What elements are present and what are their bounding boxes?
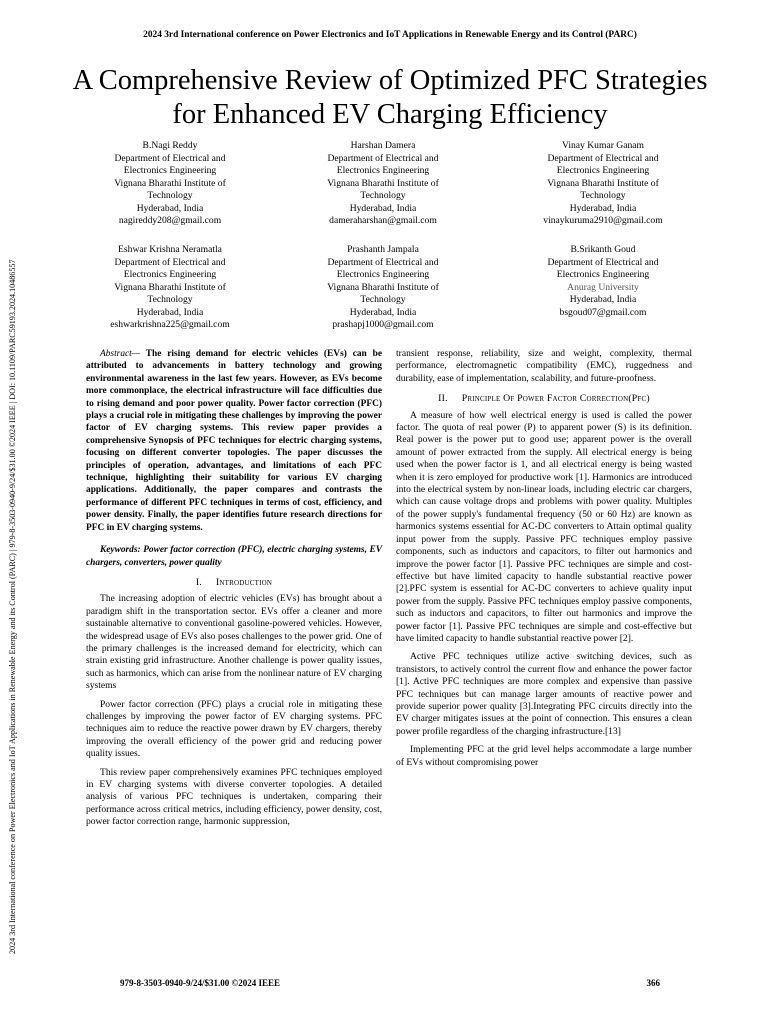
section-title: Principle Of Power Factor Correction(Pfc) (461, 393, 650, 405)
author-institution: Technology (360, 294, 406, 305)
author-name: B.Nagi Reddy (142, 140, 198, 151)
author-institution: Anurag University (567, 281, 639, 293)
author-email[interactable]: eshwarkrishna225@gmail.com (110, 319, 230, 330)
author-city: Hyderabad, India (569, 294, 637, 305)
author-institution: Vignana Bharathi Institute of (114, 177, 226, 189)
author-name: Eshwar Krishna Neramatla (118, 244, 222, 255)
author-block (496, 140, 710, 228)
section-number: I. (195, 576, 202, 588)
section-title: Introduction (215, 576, 273, 588)
author-email[interactable]: dameraharshan@gmail.com (329, 215, 437, 226)
paragraph: Power factor correction (PFC) plays a crucial role in mitigating these challenges by improving the power factor of EV charging systems. PFC techniques aim to reduce the reactive power drawn by EV chargers, thereby improving the overall efficiency of the power grid and reducing power quality issues. (86, 698, 382, 760)
author-institution: Vignana Bharathi Institute of (114, 281, 226, 293)
section-heading-pfc-principle (396, 393, 692, 405)
paragraph: Implementing PFC at the grid level helps accommodate a large number of EVs without compromising power (396, 744, 692, 768)
author-dept: Department of Electrical and (327, 152, 439, 164)
author-name: Prashanth Jampala (347, 244, 419, 255)
author-row-2 (70, 244, 710, 332)
paragraph: This review paper comprehensively examines PFC techniques employed in EV charging systems with diverse converter topologies. A detailed analysis of various PFC techniques is undertaken, comparing their performance across critical metrics, including efficiency, power density, cost, power factor correction range, harmonic suppression, (86, 766, 382, 828)
author-dept: Electronics Engineering (336, 165, 430, 176)
author-city: Hyderabad, India (569, 202, 637, 214)
author-dept: Electronics Engineering (336, 269, 430, 280)
author-dept: Electronics Engineering (556, 269, 650, 280)
author-block (496, 244, 710, 332)
section-heading-introduction (86, 577, 382, 589)
paragraph: A measure of how well electrical energy is used is called the power factor. The quota of real power (P) to apparent power (S) is its definition. Real power is the power put to good use; apparent power is the overall amount of power extracted from the supply. All electrical energy is being used when the power factor is 1, and all electrical energy is being wasted when it is zero employed for productive work [1]. Harmonics are introduced into the electrical system by non-linear loads, including electric car chargers, which can cause voltage drops and problems with power quality. Multiples of the power supply's fundamental frequency (50 or 60 Hz) are known as harmonics systems essential for AC-DC converters to Attain optimal quality input power from the supply. Passive PFC techniques employ passive components, such as inductors and capacitors, to filter out harmonics and improve the power factor [1]. Passive PFC techniques are simple and cost-effective but have limited capacity to handle substantial reactive power [2].PFC system is essential for AC-DC converters to achieve quality input power from the supply. Passive PFC techniques employ passive components, such as inductors and capacitors, to filter out harmonics and improve the power factor [1]. Passive PFC techniques are simple and cost-effective but have limited capacity to handle substantial reactive power [2]. (396, 409, 692, 644)
author-city: Hyderabad, India (349, 202, 417, 214)
author-city: Hyderabad, India (349, 306, 417, 318)
author-institution: Vignana Bharathi Institute of (547, 177, 659, 189)
author-name: B.Srikanth Goud (570, 244, 636, 255)
doi-side-strip (6, 64, 20, 954)
keywords: Keywords: Power factor correction (PFC), electric charging systems, EV chargers, converters, power quality (86, 545, 382, 568)
paragraph: Active PFC techniques utilize active switching devices, such as transistors, to actively control the current flow and enhance the power factor [1]. Active PFC techniques are more complex and expensive than passive PFC techniques but can manage larger amounts of reactive power and provide superior power quality [3].Integrating PFC circuits directly into the EV charger mitigates issues at the point of connection. This ensures a clean power profile regardless of the charging infrastructure.[13] (396, 651, 692, 737)
author-email[interactable]: vinaykuruma2910@gmail.com (543, 215, 663, 226)
author-institution: Technology (147, 294, 193, 305)
author-name: Vinay Kumar Ganam (561, 140, 644, 151)
author-row-1 (70, 140, 710, 228)
author-dept: Department of Electrical and (327, 256, 439, 268)
footer-isbn: 979-8-3503-0940-9/24/$31.00 ©2024 IEEE (120, 978, 280, 988)
author-block (276, 244, 490, 332)
conference-header: 2024 3rd International conference on Power Electronics and IoT Applications in Renewable Energy and its Control (PARC) (143, 30, 637, 40)
page-footer (120, 978, 660, 988)
abstract (86, 348, 382, 534)
abstract-text: The rising demand for electric vehicles (EVs) can be attributed to advancements in battery technology and growing environmental awareness in the last few years. However, as EVs become more commonplace, the electrical infrastructure will face difficulties due to rising demand and poor power quality. Power factor correction (PFC) plays a crucial role in mitigating these challenges by improving the power factor of EV charging systems. This review paper provides a comprehensive Synopsis of PFC techniques for electric charging systems, focusing on different converter topologies. The paper discusses the principles of operation, advantages, and limitations of each PFC technique, highlighting their suitability for various EV charging applications. Additionally, the paper compares and contrasts the performance of different PFC techniques in terms of cost, efficiency, and power density. Finally, the paper identifies future research directions for PFC in EV charging systems. (86, 349, 382, 533)
author-institution: Technology (580, 190, 626, 201)
author-dept: Electronics Engineering (556, 165, 650, 176)
author-dept: Department of Electrical and (114, 152, 226, 164)
author-dept: Electronics Engineering (123, 165, 217, 176)
author-institution: Technology (147, 190, 193, 201)
author-block (70, 140, 270, 228)
section-number: II. (438, 393, 448, 405)
author-dept: Department of Electrical and (547, 152, 659, 164)
author-dept: Department of Electrical and (114, 256, 226, 268)
author-institution: Vignana Bharathi Institute of (327, 177, 439, 189)
page-number: 366 (646, 978, 660, 988)
abstract-lead: Abstract— (100, 349, 141, 359)
paragraph: The increasing adoption of electric vehicles (EVs) has brought about a paradigm shift in the transportation sector. EVs offer a cleaner and more sustainable alternative to conventional gasoline-powered vehicles. However, the widespread usage of EVs also poses challenges to the power grid. One of the primary challenges is the increased demand for electricity, which can strain existing grid infrastructure. Another challenge is power quality issues, such as harmonics, which can arise from the nonlinear nature of EV charging systems (86, 593, 382, 692)
right-column (396, 348, 692, 775)
author-block (276, 140, 490, 228)
author-email[interactable]: bsgoud07@gmail.com (559, 306, 647, 318)
author-name: Harshan Damera (350, 140, 416, 151)
author-dept: Electronics Engineering (123, 269, 217, 280)
author-city: Hyderabad, India (136, 202, 204, 214)
author-block (70, 244, 270, 332)
author-dept: Department of Electrical and (547, 256, 659, 268)
author-email[interactable]: nagireddy208@gmail.com (118, 215, 222, 226)
paragraph-continuation: transient response, reliability, size and weight, complexity, thermal performance, electromagnetic compatibility (EMC), ruggedness and durability, ease of implementation, scalability, and future-proofness. (396, 348, 692, 384)
author-institution: Vignana Bharathi Institute of (327, 281, 439, 293)
paper-title: A Comprehensive Review of Optimized PFC Strategies for Enhanced EV Charging Efficiency (72, 65, 708, 130)
author-institution: Technology (360, 190, 406, 201)
author-city: Hyderabad, India (136, 306, 204, 318)
author-email[interactable]: prashapj1000@gmail.com (332, 319, 434, 330)
left-column (86, 348, 382, 835)
doi-side-text: 2024 3rd International conference on Power Electronics and IoT Applications in Renewable Energy and its Control (PARC) | 979-8-3503-0940-9/24/$31.00 ©2024 IEEE | DOI: 10.1109/PARC59193.2024.10486557 (8, 259, 17, 954)
